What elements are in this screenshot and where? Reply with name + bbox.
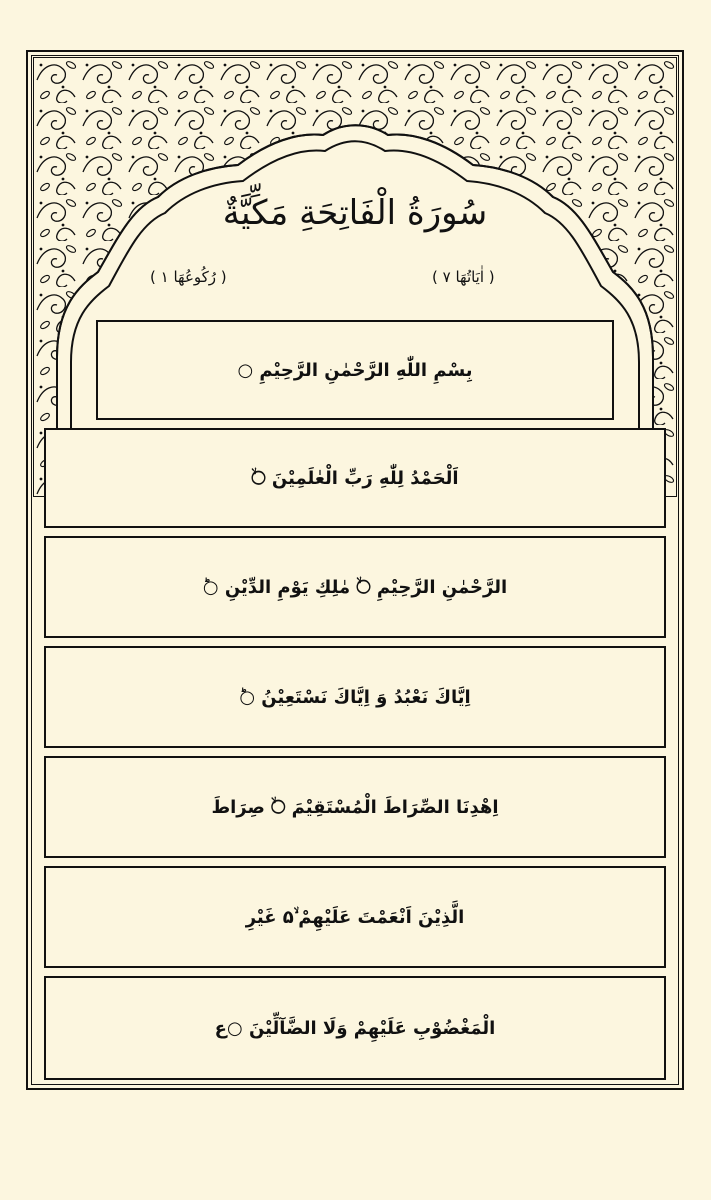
ayat-count: ( اٰيَاتُهَا ٧ ): [432, 268, 495, 286]
verse-line-7: [44, 976, 666, 1080]
verse-text: اِهْدِنَا الصِّرَاطَ الْمُسْتَقِيْمَ ○ۙ صِرَاطَ: [211, 796, 499, 818]
verse-text: اِيَّاكَ نَعْبُدُ وَ اِيَّاكَ نَسْتَعِيْنُ ○ؕ: [239, 686, 471, 708]
verse-text: الْمَغْضُوْبِ عَلَيْهِمْ وَلَا الضَّآلِّيْنَ ○ع: [214, 1017, 496, 1039]
verse-line-6: [44, 866, 666, 968]
verse-line-2: [44, 428, 666, 528]
ruku-count: ( رُكُوعُهَا ١ ): [150, 268, 227, 286]
verse-text: الَّذِيْنَ اَنْعَمْتَ عَلَيْهِمْ ۙ۵ غَيْرِ: [245, 906, 465, 928]
verse-text: الرَّحْمٰنِ الرَّحِيْمِ ○ۙ مٰلِكِ يَوْمِ الدِّيْنِ ○ؕ: [202, 576, 508, 598]
surah-title: سُورَةُ الْفَاتِحَةِ مَكِّيَّةٌ: [222, 193, 488, 233]
verse-line-3: [44, 536, 666, 638]
verse-text: بِسْمِ اللّٰهِ الرَّحْمٰنِ الرَّحِيْمِ ○: [237, 359, 473, 381]
verse-text: اَلْحَمْدُ لِلّٰهِ رَبِّ الْعٰلَمِيْنَ ○ۙ: [251, 467, 459, 489]
verse-line-5: [44, 756, 666, 858]
verse-line-4: [44, 646, 666, 748]
verse-line-1: [96, 320, 614, 420]
